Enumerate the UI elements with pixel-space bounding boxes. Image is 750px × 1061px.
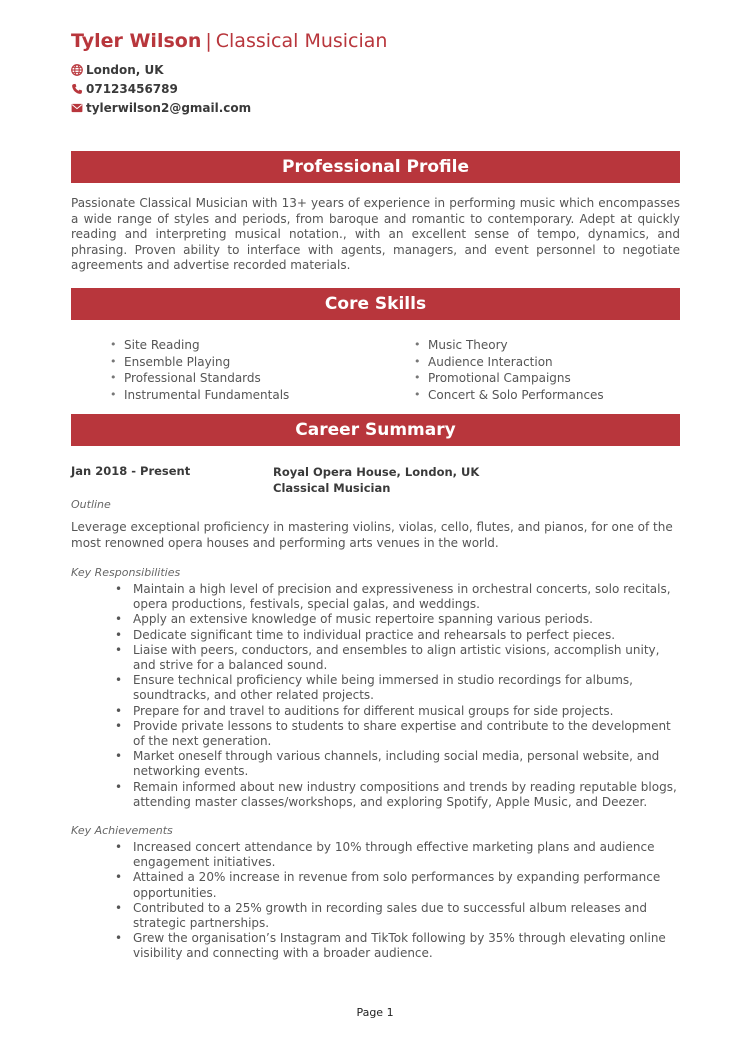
- header-separator: |: [205, 30, 212, 52]
- list-item: • Grew the organisation’s Instagram and TikTok following by 35% through elevating online visibility and connecting with a broader audience.: [133, 931, 679, 961]
- section-heading-career: Career Summary: [71, 414, 680, 446]
- skills-list-left: [110, 337, 289, 403]
- skill-item: • Music Theory: [414, 337, 604, 354]
- list-item: • Attained a 20% increase in revenue from solo performances by expanding performance opportunities.: [133, 870, 679, 900]
- list-item: • Market oneself through various channels, including social media, personal website, and networking events.: [133, 749, 679, 779]
- list-item: • Liaise with peers, conductors, and ensembles to align artistic visions, accomplish unity, and strive for a balanced sound.: [133, 643, 679, 673]
- skill-item: • Concert & Solo Performances: [414, 387, 604, 404]
- job-date-range: Jan 2018 - Present: [71, 464, 191, 478]
- job-outline: Leverage exceptional proficiency in mastering violins, violas, cello, flutes, and pianos, for one of the most renowned opera houses and performing arts venues in the world.: [71, 520, 673, 550]
- skill-item: • Promotional Campaigns: [414, 370, 604, 387]
- skill-item: • Professional Standards: [110, 370, 289, 387]
- section-heading-profile: Professional Profile: [71, 151, 680, 183]
- job-employer: Royal Opera House, London, UK: [273, 465, 480, 479]
- skill-item: • Instrumental Fundamentals: [110, 387, 289, 404]
- contact-phone: [71, 81, 178, 97]
- job-role: Classical Musician: [273, 481, 391, 495]
- outline-label: Outline: [71, 498, 111, 511]
- list-item: • Prepare for and travel to auditions for different musical groups for side projects.: [133, 704, 679, 719]
- resume-header: [71, 28, 387, 54]
- achievements-label: Key Achievements: [71, 824, 173, 837]
- responsibilities-label: Key Responsibilities: [71, 566, 181, 579]
- list-item: • Provide private lessons to students to share expertise and contribute to the development of the next generation.: [133, 719, 679, 749]
- profile-summary: Passionate Classical Musician with 13+ years of experience in performing music which encompasses a wide range of styles and periods, from baroque and romantic to contemporary. Adept at quickly reading and interpreting musical notation., with an excellent sense of tempo, dynamics, and phrasing. Proven ability to interface with agents, managers, and event personnel to negotiate agreements and advertise recorded materials.: [71, 196, 680, 272]
- contact-email: [71, 100, 251, 116]
- globe-icon: [71, 64, 83, 76]
- section-heading-skills: Core Skills: [71, 288, 680, 320]
- candidate-name: Tyler Wilson: [71, 30, 202, 52]
- job-employer-block: [273, 464, 479, 496]
- page-number: Page 1: [356, 1006, 394, 1019]
- skills-list-right: [414, 337, 604, 403]
- skill-item: • Site Reading: [110, 337, 289, 354]
- location-text: London, UK: [86, 63, 164, 77]
- list-item: • Increased concert attendance by 10% through effective marketing plans and audience engagement initiatives.: [133, 840, 679, 870]
- list-item: • Apply an extensive knowledge of music repertoire spanning various periods.: [133, 612, 679, 627]
- job-title: Classical Musician: [215, 30, 388, 52]
- list-item: • Dedicate significant time to individual practice and rehearsals to perfect pieces.: [133, 628, 679, 643]
- responsibilities-list: [133, 582, 679, 810]
- achievements-list: [133, 840, 679, 962]
- phone-icon: [71, 83, 83, 95]
- list-item: • Maintain a high level of precision and expressiveness in orchestral concerts, solo recitals, opera productions, festivals, special galas, and weddings.: [133, 582, 679, 612]
- list-item: • Contributed to a 25% growth in recording sales due to successful album releases and strategic partnerships.: [133, 901, 679, 931]
- contact-location: [71, 62, 164, 78]
- list-item: • Remain informed about new industry compositions and trends by reading reputable blogs, attending master classes/workshops, and exploring Spotify, Apple Music, and Deezer.: [133, 780, 679, 810]
- phone-text: 07123456789: [86, 82, 178, 96]
- skill-item: • Ensemble Playing: [110, 354, 289, 371]
- list-item: • Ensure technical proficiency while being immersed in studio recordings for albums, soundtracks, and other related projects.: [133, 673, 679, 703]
- email-link[interactable]: tylerwilson2@gmail.com: [86, 101, 252, 115]
- skill-item: • Audience Interaction: [414, 354, 604, 371]
- envelope-icon: [71, 102, 83, 114]
